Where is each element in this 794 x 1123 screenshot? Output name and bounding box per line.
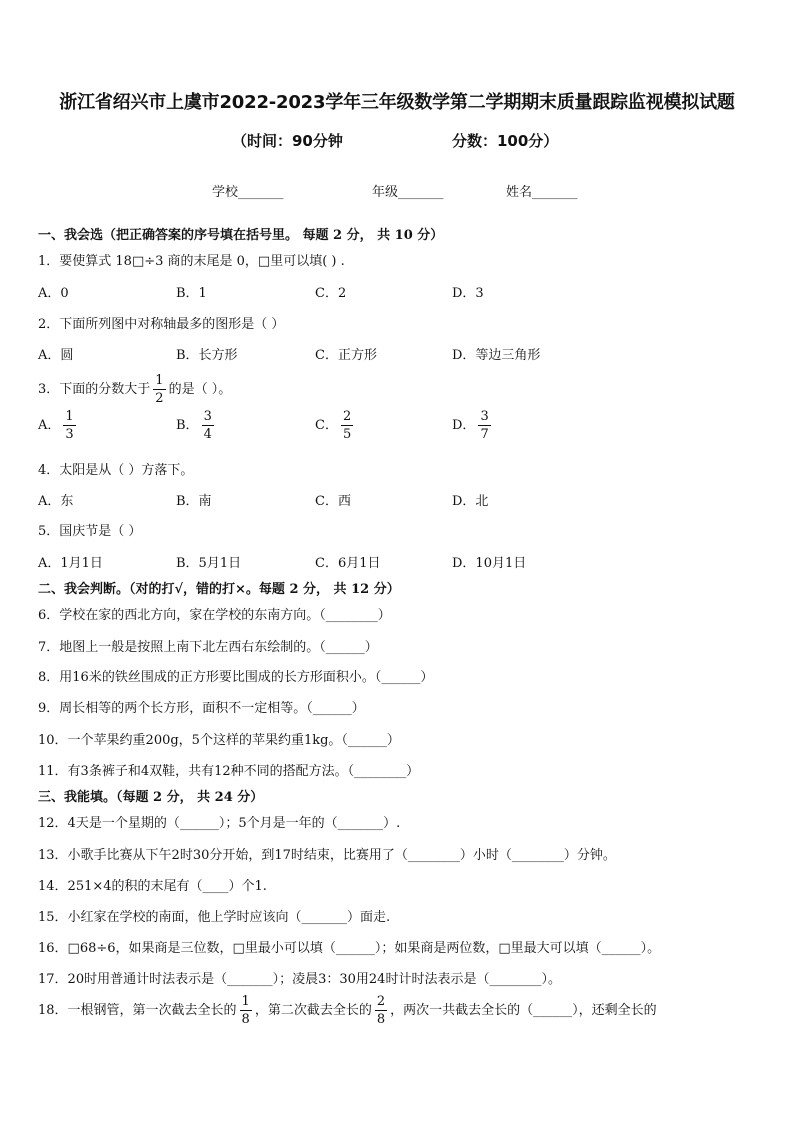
q2-option-b[interactable]: B．长方形 (176, 348, 238, 363)
q2-option-c[interactable]: C．正方形 (315, 348, 377, 363)
question-11: 11．有3条裤子和4双鞋，共有12种不同的搭配方法。（________） (38, 764, 420, 779)
question-5: 5．国庆节是（ ） (38, 524, 142, 539)
grade-field[interactable]: 年级_______ (372, 185, 444, 200)
question-2: 2．下面所列图中对称轴最多的图形是（ ） (38, 317, 285, 332)
q18-part-3: ，两次一共截去全长的（______），还剩全长的 (390, 1003, 657, 1018)
question-6: 6．学校在家的西北方向，家在学校的东南方向。（________） (38, 608, 391, 623)
q3-option-c-label: C． (315, 418, 338, 433)
q5-option-d[interactable]: D．10月1日 (452, 556, 527, 571)
q3-option-b-denominator: 4 (203, 427, 212, 442)
q3-option-a[interactable] (38, 410, 79, 441)
q18-fraction-1-denominator: 8 (241, 1012, 250, 1027)
question-12: 12．4天是一个星期的（______）；5个月是一年的（_______）. (38, 816, 401, 831)
q3-option-d-numerator: 3 (480, 409, 489, 424)
question-10: 10．一个苹果约重200g，5个这样的苹果约重1kg。（______） (38, 733, 400, 748)
question-13: 13．小歌手比赛从下午2时30分开始，到17时结束，比赛用了（________）小时（________）分钟。 (38, 848, 616, 863)
q3-option-d-denominator: 7 (480, 427, 489, 442)
question-3 (38, 374, 231, 405)
school-field[interactable]: 学校_______ (212, 185, 284, 200)
exam-time: （时间：90分钟 (232, 132, 343, 150)
q4-option-a[interactable]: A．东 (38, 494, 74, 509)
q3-option-c-numerator: 2 (342, 409, 352, 424)
q3-option-d-label: D． (452, 418, 476, 433)
section-2-heading: 二、我会判断。（对的打√，错的打×。每题 2 分， 共 12 分） (38, 582, 400, 597)
q3-option-b-label: B． (176, 418, 199, 433)
q1-option-c[interactable]: C．2 (315, 286, 347, 301)
q18-fraction-1-numerator: 1 (241, 994, 250, 1009)
q1-option-a[interactable]: A．0 (38, 286, 69, 301)
q18-part-2: ，第二次截去全长的 (254, 1003, 372, 1018)
question-18 (38, 995, 657, 1026)
q5-option-a[interactable]: A．1月1日 (38, 556, 103, 571)
page-title: 浙江省绍兴市上虞市2022-2023学年三年级数学第二学期期末质量跟踪监视模拟试题 (59, 92, 735, 113)
question-9: 9．周长相等的两个长方形，面积不一定相等。（______） (38, 701, 365, 716)
q18-part-1: 18．一根钢管，第一次截去全长的 (38, 1003, 237, 1018)
question-7: 7．地图上一般是按照上南下北左西右东绘制的。（______） (38, 640, 378, 655)
q4-option-b[interactable]: B．南 (176, 494, 212, 509)
q3-fraction-denominator: 2 (155, 391, 164, 406)
q3-fraction (153, 374, 165, 405)
q3-option-c[interactable] (315, 410, 356, 441)
question-17: 17．20时用普通计时法表示是（_______）；凌晨3：30用24时计时法表示是（________）。 (38, 972, 561, 987)
q1-option-b[interactable]: B．1 (176, 286, 207, 301)
q18-fraction-2-numerator: 2 (376, 994, 386, 1009)
q3-option-b-numerator: 3 (203, 409, 212, 424)
q1-option-d[interactable]: D．3 (452, 286, 484, 301)
q5-option-b[interactable]: B．5月1日 (176, 556, 242, 571)
q3-prefix: 3．下面的分数大于 (38, 382, 151, 397)
q18-fraction-2-denominator: 8 (376, 1012, 386, 1027)
question-4: 4．太阳是从（ ）方落下。 (38, 463, 194, 478)
q3-option-c-denominator: 5 (342, 427, 352, 442)
q3-option-b[interactable] (176, 410, 217, 441)
q3-option-a-label: A． (38, 418, 61, 433)
q3-option-d[interactable] (452, 410, 494, 441)
q18-fraction-2 (375, 995, 387, 1026)
exam-score: 分数：100分） (452, 132, 559, 150)
question-8: 8．用16米的铁丝围成的正方形要比围成的长方形面积小。（______） (38, 670, 434, 685)
q4-option-c[interactable]: C．西 (315, 494, 351, 509)
q3-fraction-numerator: 1 (155, 373, 164, 388)
q2-option-d[interactable]: D．等边三角形 (452, 348, 541, 363)
question-1: 1．要使算式 18□÷3 商的末尾是 0，□里可以填( ) . (38, 254, 345, 269)
question-16: 16．□68÷6，如果商是三位数，□里最小可以填（______）；如果商是两位数，□里最大可以填（______）。 (38, 941, 661, 956)
question-15: 15．小红家在学校的南面，他上学时应该向（_______）面走. (38, 910, 391, 925)
q3-option-a-denominator: 3 (65, 427, 74, 442)
section-1-heading: 一、我会选（把正确答案的序号填在括号里。 每题 2 分， 共 10 分） (38, 228, 444, 243)
q5-option-c[interactable]: C．6月1日 (315, 556, 381, 571)
q2-option-a[interactable]: A．圆 (38, 348, 74, 363)
name-field[interactable]: 姓名_______ (506, 185, 578, 200)
question-14: 14．251×4的积的末尾有（____）个1. (38, 879, 267, 894)
q3-suffix: 的是（ ）。 (168, 382, 232, 397)
q3-option-a-numerator: 1 (65, 409, 74, 424)
q4-option-d[interactable]: D．北 (452, 494, 489, 509)
q18-fraction-1 (240, 995, 252, 1026)
section-3-heading: 三、我能填。（每题 2 分， 共 24 分） (38, 790, 264, 805)
